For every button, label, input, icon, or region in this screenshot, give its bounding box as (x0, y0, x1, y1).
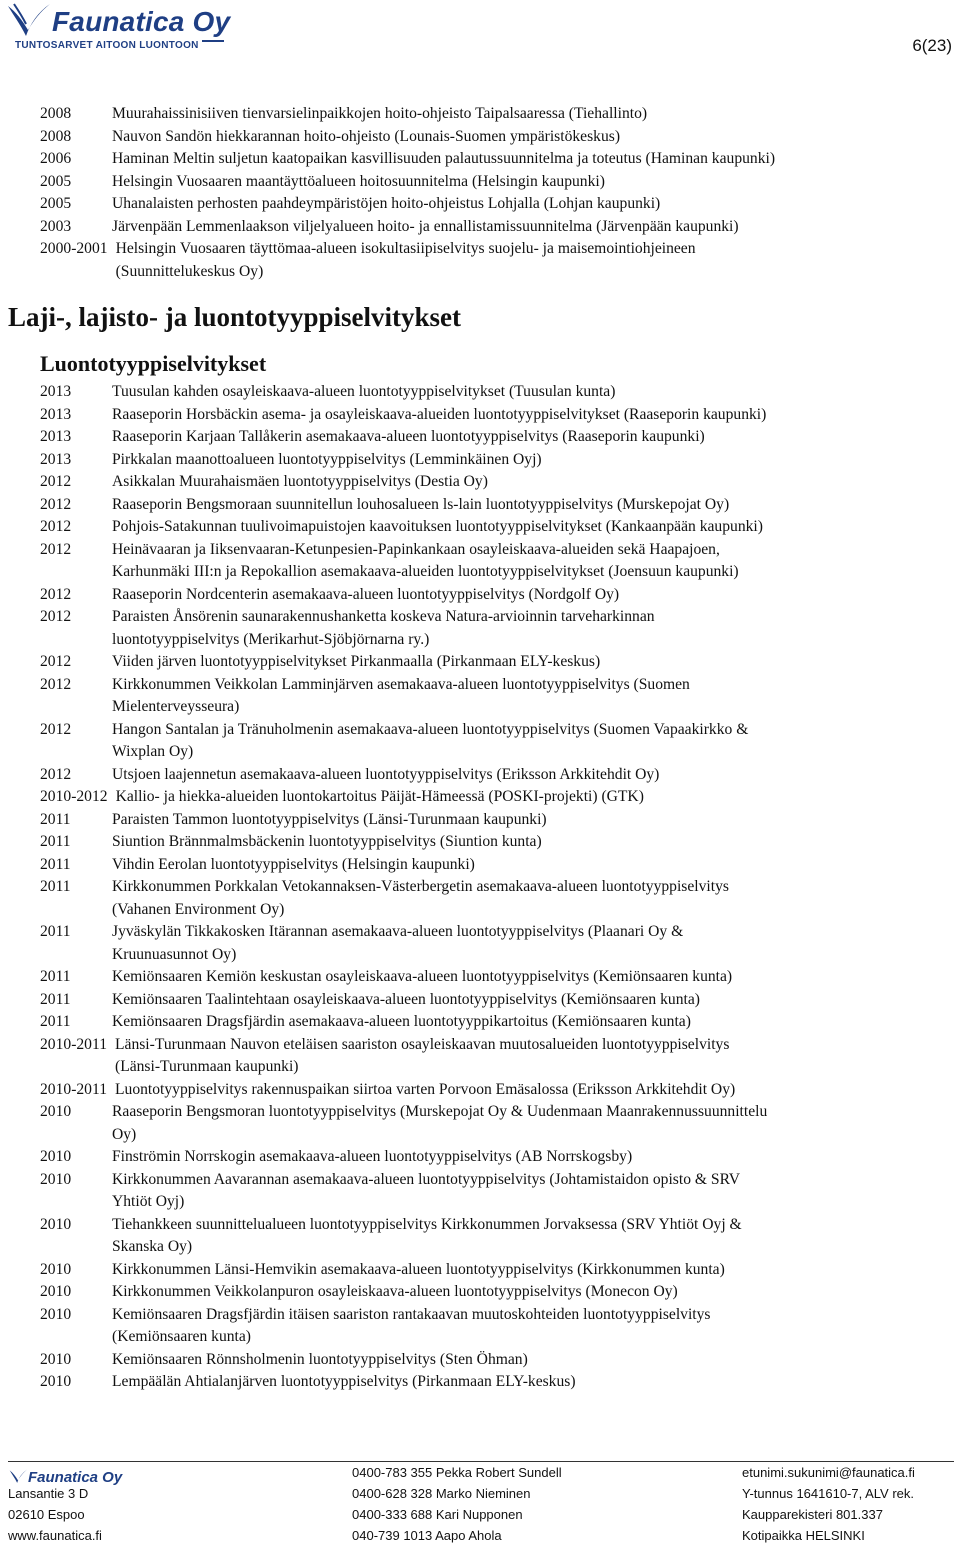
entry-text-line: Mielenterveysseura) (112, 698, 240, 715)
entry-text-line: Jyväskylän Tikkakosken Itärannan asemakaava-alueen luontotyyppiselvitys (Plaanari Oy & (112, 923, 684, 940)
entry-text-line: Wixplan Oy) (112, 743, 194, 760)
footer-address-line: 02610 Espoo (8, 1507, 85, 1522)
entry-text-line: Kallio- ja hiekka-alueiden luontokartoitus Päijät-Hämeessä (POSKI-projekti) (GTK) (115, 788, 644, 805)
entry-text-line: Helsingin Vuosaaren maantäyttöalueen hoitosuunnitelma (Helsingin kaupunki) (112, 172, 605, 190)
entry-year: 2005 (40, 195, 72, 212)
entry-text (112, 381, 952, 404)
list-item (40, 539, 952, 584)
entry-text-line: Viiden järven luontotyyppiselvitykset Pirkanmaalla (Pirkanmaan ELY-keskus) (112, 653, 601, 670)
entry-text (112, 516, 952, 539)
list-item (40, 1304, 952, 1349)
footer-company-info (742, 1462, 915, 1546)
entry-text (112, 148, 952, 171)
list-item (40, 426, 952, 449)
list-item (40, 449, 952, 472)
list-item (40, 1281, 952, 1304)
entry-year: 2010-2011 (40, 1080, 107, 1098)
list-item (40, 606, 952, 651)
list-item (40, 216, 952, 239)
entry-year: 2010 (40, 1260, 72, 1278)
list-item (40, 1011, 952, 1034)
entry-year: 2010 (40, 1373, 72, 1390)
entry-text-line: Kemiönsaaren Kemiön keskustan osayleiskaava-alueen luontotyyppiselvitys (Kemiönsaaren kunta) (112, 968, 733, 985)
footer-contacts (352, 1462, 562, 1546)
entry-year: 2013 (40, 428, 72, 445)
footer-address-line: Lansantie 3 D (8, 1486, 89, 1501)
entry-text (112, 584, 952, 607)
entry-text-line: Kirkkonummen Veikkolan Lamminjärven asemakaava-alueen luontotyyppiselvitys (Suomen (112, 675, 690, 693)
list-item (40, 381, 952, 404)
entry-text-line: Kemiönsaaren Dragsfjärdin itäisen saariston rantakaavan muutoskohteiden luontotyyppiselvitys (112, 1305, 711, 1323)
entry-text (112, 651, 952, 674)
entry-text-line: Raaseporin Bengsmoran luontotyyppiselvitys (Murskepojat Oy & Uudenmaan Maanrakennussuunnittelu (112, 1103, 768, 1120)
company-name: Faunatica Oy (52, 6, 231, 37)
footer-contact: 0400-783 355 Pekka Robert Sundell (352, 1465, 562, 1480)
entry-text-line: Vihdin Eerolan luontotyyppiselvitys (Helsingin kaupunki) (112, 855, 475, 873)
entry-text-line: Asikkalan Muurahaismäen luontotyyppiselvitys (Destia Oy) (112, 473, 488, 490)
entry-year: 2012 (40, 720, 72, 738)
entry-year: 2012 (40, 765, 72, 783)
entry-text (115, 1034, 952, 1079)
footer-address (8, 1483, 102, 1546)
entry-text (112, 876, 952, 921)
entry-year: 2005 (40, 172, 72, 190)
entry-text-line: (Suunnittelukeskus Oy) (115, 262, 264, 280)
list-item (40, 1371, 952, 1394)
list-item (40, 674, 952, 719)
list-item (40, 809, 952, 832)
list-item (40, 584, 952, 607)
entry-text-line: Pirkkalan maanottoalueen luontotyyppiselvitys (Lemminkäinen Oyj) (112, 450, 542, 468)
entry-text (112, 1101, 952, 1146)
entry-text-line: Kemiönsaaren Taalintehtaan osayleiskaava-alueen luontotyyppiselvitys (Kemiönsaaren kunta) (112, 990, 700, 1008)
list-item (40, 1259, 952, 1282)
entry-text-line: Kirkkonummen Veikkolanpuron osayleiskaava-alueen luontotyyppiselvitys (Monecon Oy) (112, 1283, 678, 1300)
entry-text-line: (Vahanen Environment Oy) (112, 900, 285, 918)
entry-text (112, 606, 952, 651)
entry-text-line: Heinävaaran ja Iiksenvaaran-Ketunpesien-Papinkankaan osayleiskaava-alueiden sekä Haapajoen, (112, 540, 720, 558)
entry-text-line: (Länsi-Turunmaan kaupunki) (115, 1058, 299, 1075)
footer-contact: 0400-333 688 Kari Nupponen (352, 1507, 523, 1522)
list-item (40, 171, 952, 194)
entry-year: 2010 (40, 1350, 72, 1368)
entry-text (116, 786, 952, 809)
entry-text-line: Kemiönsaaren Dragsfjärdin asemakaava-alueen luontotyyppikartoitus (Kemiönsaaren kunta) (112, 1013, 691, 1030)
entry-text (112, 449, 952, 472)
entry-year: 2008 (40, 127, 72, 145)
entry-text (112, 103, 952, 126)
entry-text (112, 126, 952, 149)
entry-year: 2010-2011 (40, 1035, 107, 1053)
page-header (0, 0, 960, 60)
entry-year: 2013 (40, 405, 72, 423)
entry-year: 2011 (40, 968, 71, 985)
company-tagline: TUNTOSARVET AITOON LUONTOON (12, 40, 202, 51)
entry-text-line: Uhanalaisten perhosten paahdeympäristöjen hoito-ohjeistus Lohjalla (Lohjan kaupunki) (112, 195, 661, 212)
entry-text (112, 1169, 952, 1214)
list-item (40, 1169, 952, 1214)
footer-contact: 040-739 1013 Aapo Ahola (352, 1528, 502, 1543)
entry-year: 2011 (40, 1013, 71, 1030)
entry-year: 2010 (40, 1215, 72, 1233)
entry-text (112, 764, 952, 787)
entry-text (112, 539, 952, 584)
entry-text (112, 989, 952, 1012)
entry-text (112, 426, 952, 449)
entry-year: 2010 (40, 1170, 72, 1188)
list-item (40, 1214, 952, 1259)
list-item (40, 921, 952, 966)
entry-text-line: Kemiönsaaren Rönnsholmenin luontotyyppiselvitys (Sten Öhman) (112, 1350, 528, 1368)
entry-year: 2011 (40, 833, 71, 850)
entry-text (112, 674, 952, 719)
entry-text (112, 809, 952, 832)
entry-text-line: Karhunmäki III:n ja Repokallion asemakaava-alueiden luontotyyppiselvitykset (Joensuun kaupunki) (112, 563, 739, 580)
list-item (40, 764, 952, 787)
entry-year: 2012 (40, 473, 72, 490)
entry-text-line: Raaseporin Karjaan Tallåkerin asemakaava-alueen luontotyyppiselvitys (Raaseporin kaupunki) (112, 428, 705, 445)
entry-text-line: Oy) (112, 1125, 137, 1143)
document-body (8, 103, 952, 1394)
reference-list-top (40, 103, 952, 283)
entry-text-line: Kirkkonummen Porkkalan Vetokannaksen-Västerbergetin asemakaava-alueen luontotyyppiselvitys (112, 878, 729, 895)
entry-year: 2008 (40, 105, 72, 122)
footer-domicile: Kotipaikka HELSINKI (742, 1528, 865, 1543)
entry-text-line: Paraisten Tammon luontotyyppiselvitys (Länsi-Turunmaan kaupunki) (112, 810, 547, 828)
entry-year: 2011 (40, 810, 71, 828)
entry-text-line: Finströmin Norrskogin asemakaava-alueen luontotyyppiselvitys (AB Norrskogsby) (112, 1148, 633, 1165)
entry-text-line: Tuusulan kahden osayleiskaava-alueen luontotyyppiselvitykset (Tuusulan kunta) (112, 383, 616, 400)
entry-year: 2012 (40, 585, 72, 603)
entry-year: 2012 (40, 495, 72, 513)
entry-text-line: Utsjoen laajennetun asemakaava-alueen luontotyyppiselvitys (Eriksson Arkkitehdit Oy) (112, 765, 660, 783)
entry-text (112, 404, 952, 427)
list-item (40, 876, 952, 921)
list-item (40, 148, 952, 171)
entry-year: 2013 (40, 383, 72, 400)
list-item (40, 193, 952, 216)
entry-year: 2011 (40, 855, 71, 873)
entry-year: 2011 (40, 878, 71, 895)
entry-year: 2003 (40, 217, 72, 235)
entry-year: 2010-2012 (40, 788, 108, 805)
entry-text-line: Kruunuasunnot Oy) (112, 945, 237, 963)
entry-year: 2012 (40, 518, 72, 535)
entry-text (112, 854, 952, 877)
list-item (40, 854, 952, 877)
list-item (40, 1349, 952, 1372)
list-item (40, 103, 952, 126)
list-item (40, 651, 952, 674)
entry-text (112, 216, 952, 239)
entry-year: 2010 (40, 1305, 72, 1323)
subsection-title: Luontotyyppiselvitykset (40, 351, 267, 376)
entry-text (115, 1079, 952, 1102)
entry-text (112, 719, 952, 764)
list-item (40, 989, 952, 1012)
entry-text (112, 471, 952, 494)
list-item (40, 494, 952, 517)
entry-year: 2012 (40, 675, 72, 693)
entry-text-line: Kirkkonummen Länsi-Hemvikin asemakaava-alueen luontotyyppiselvitys (Kirkkonummen kunta) (112, 1260, 725, 1278)
list-item (40, 831, 952, 854)
footer-company-name: Faunatica Oy (28, 1469, 123, 1486)
entry-text-line: Järvenpään Lemmenlaakson viljelyalueen hoito- ja ennallistamissuunnitelma (Järvenpään kaupunki) (112, 217, 739, 235)
entry-year: 2013 (40, 450, 72, 468)
entry-text-line: Raaseporin Nordcenterin asemakaava-alueen luontotyyppiselvitys (Nordgolf Oy) (112, 585, 620, 603)
entry-text (112, 966, 952, 989)
entry-year: 2010 (40, 1148, 72, 1165)
entry-text (112, 921, 952, 966)
list-item (40, 1146, 952, 1169)
entry-year: 2000-2001 (40, 240, 108, 257)
reference-list-main (40, 381, 952, 1394)
entry-text-line: Raaseporin Horsbäckin asema- ja osayleiskaava-alueiden luontotyyppiselvitykset (Raaseporin kaupunki) (112, 405, 767, 423)
list-item (40, 1079, 952, 1102)
entry-text (112, 1214, 952, 1259)
entry-year: 2012 (40, 540, 72, 558)
list-item (40, 126, 952, 149)
list-item (40, 1034, 952, 1079)
entry-text (112, 1011, 952, 1034)
entry-year: 2012 (40, 608, 72, 625)
entry-year: 2011 (40, 990, 71, 1008)
list-item (40, 516, 952, 539)
footer-business-id: Y-tunnus 1641610-7, ALV rek. (742, 1486, 915, 1501)
entry-text-line: (Kemiönsaaren kunta) (112, 1328, 251, 1345)
list-item (40, 404, 952, 427)
entry-text-line: Helsingin Vuosaaren täyttömaa-alueen isokultasiipiselvitys suojelu- ja maisemointiohjeineen (115, 240, 696, 257)
entry-text-line: Luontotyyppiselvitys rakennuspaikan siirtoa varten Porvoon Emäsalossa (Eriksson Arkkitehdit Oy) (115, 1080, 736, 1098)
entry-text-line: Lempäälän Ahtialanjärven luontotyyppiselvitys (Pirkanmaan ELY-keskus) (112, 1373, 576, 1390)
entry-text (112, 1349, 952, 1372)
entry-text-line: Haminan Meltin suljetun kaatopaikan kasvillisuuden palautussuunnitelma ja toteutus (Haminan kaupunki) (112, 150, 776, 167)
entry-year: 2010 (40, 1103, 72, 1120)
entry-text-line: Muurahaissinisiiven tienvarsielinpaikkojen hoito-ohjeisto Taipalsaaressa (Tiehallinto) (112, 105, 648, 122)
entry-text (112, 831, 952, 854)
entry-text-line: Tiehankkeen suunnittelualueen luontotyyppiselvitys Kirkkonummen Jorvaksessa (SRV Yhtiöt Oyj & (112, 1215, 742, 1233)
footer-trade-register: Kaupparekisteri 801.337 (742, 1507, 883, 1522)
entry-text (112, 1146, 952, 1169)
list-item (40, 786, 952, 809)
footer-email-link[interactable]: etunimi.sukunimi@faunatica.fi (742, 1465, 915, 1480)
entry-text-line: Pohjois-Satakunnan tuulivoimapuistojen kaavoituksen luontotyyppiselvitykset (Kankaanpään kaupunki) (112, 518, 763, 535)
entry-text (112, 494, 952, 517)
entry-year: 2012 (40, 653, 72, 670)
entry-text-line: Paraisten Ånsörenin saunarakennushanketta koskeva Natura-arvioinnin tarveharkinnan (112, 608, 655, 625)
entry-text-line: Länsi-Turunmaan Nauvon eteläisen saariston osayleiskaavan muutosalueiden luontotyyppiselvitys (115, 1035, 730, 1053)
entry-year: 2011 (40, 923, 71, 940)
list-item (40, 966, 952, 989)
entry-text-line: Kirkkonummen Aavarannan asemakaava-alueen luontotyyppiselvitys (Johtamistaidon opisto & SRV (112, 1170, 741, 1188)
butterfly-logo-icon (4, 2, 52, 42)
list-item (40, 471, 952, 494)
entry-year: 2010 (40, 1283, 72, 1300)
section-title: Laji-, lajisto- ja luontotyyppiselvitykset (8, 302, 462, 332)
entry-text-line: Yhtiöt Oyj) (112, 1193, 185, 1210)
entry-text (112, 1259, 952, 1282)
entry-text-line: Hangon Santalan ja Tränuholmenin asemakaava-alueen luontotyyppiselvitys (Suomen Vapaakirkko & (112, 720, 749, 738)
footer-website-link[interactable]: www.faunatica.fi (8, 1528, 102, 1543)
entry-text-line: Siuntion Brännmalmsbäckenin luontotyyppiselvitys (Siuntion kunta) (112, 833, 542, 850)
entry-text (112, 1281, 952, 1304)
company-logo (4, 2, 234, 52)
entry-year: 2006 (40, 150, 72, 167)
entry-text-line: Raaseporin Bengsmoraan suunnitellun louhosalueen ls-lain luontotyyppiselvitys (Murskepojat Oy) (112, 495, 730, 513)
entry-text-line: luontotyyppiselvitys (Merikarhut-Sjöbjörnarna ry.) (112, 630, 430, 648)
entry-text (116, 238, 952, 283)
entry-text (112, 1304, 952, 1349)
page-number: 6(23) (912, 36, 952, 55)
list-item (40, 238, 952, 283)
entry-text (112, 1371, 952, 1394)
footer-contact: 0400-628 328 Marko Nieminen (352, 1486, 531, 1501)
list-item (40, 719, 952, 764)
entry-text-line: Skanska Oy) (112, 1238, 193, 1255)
entry-text (112, 193, 952, 216)
entry-text (112, 171, 952, 194)
list-item (40, 1101, 952, 1146)
entry-text-line: Nauvon Sandön hiekkarannan hoito-ohjeisto (Lounais-Suomen ympäristökeskus) (112, 127, 621, 145)
page-footer (0, 1462, 960, 1553)
